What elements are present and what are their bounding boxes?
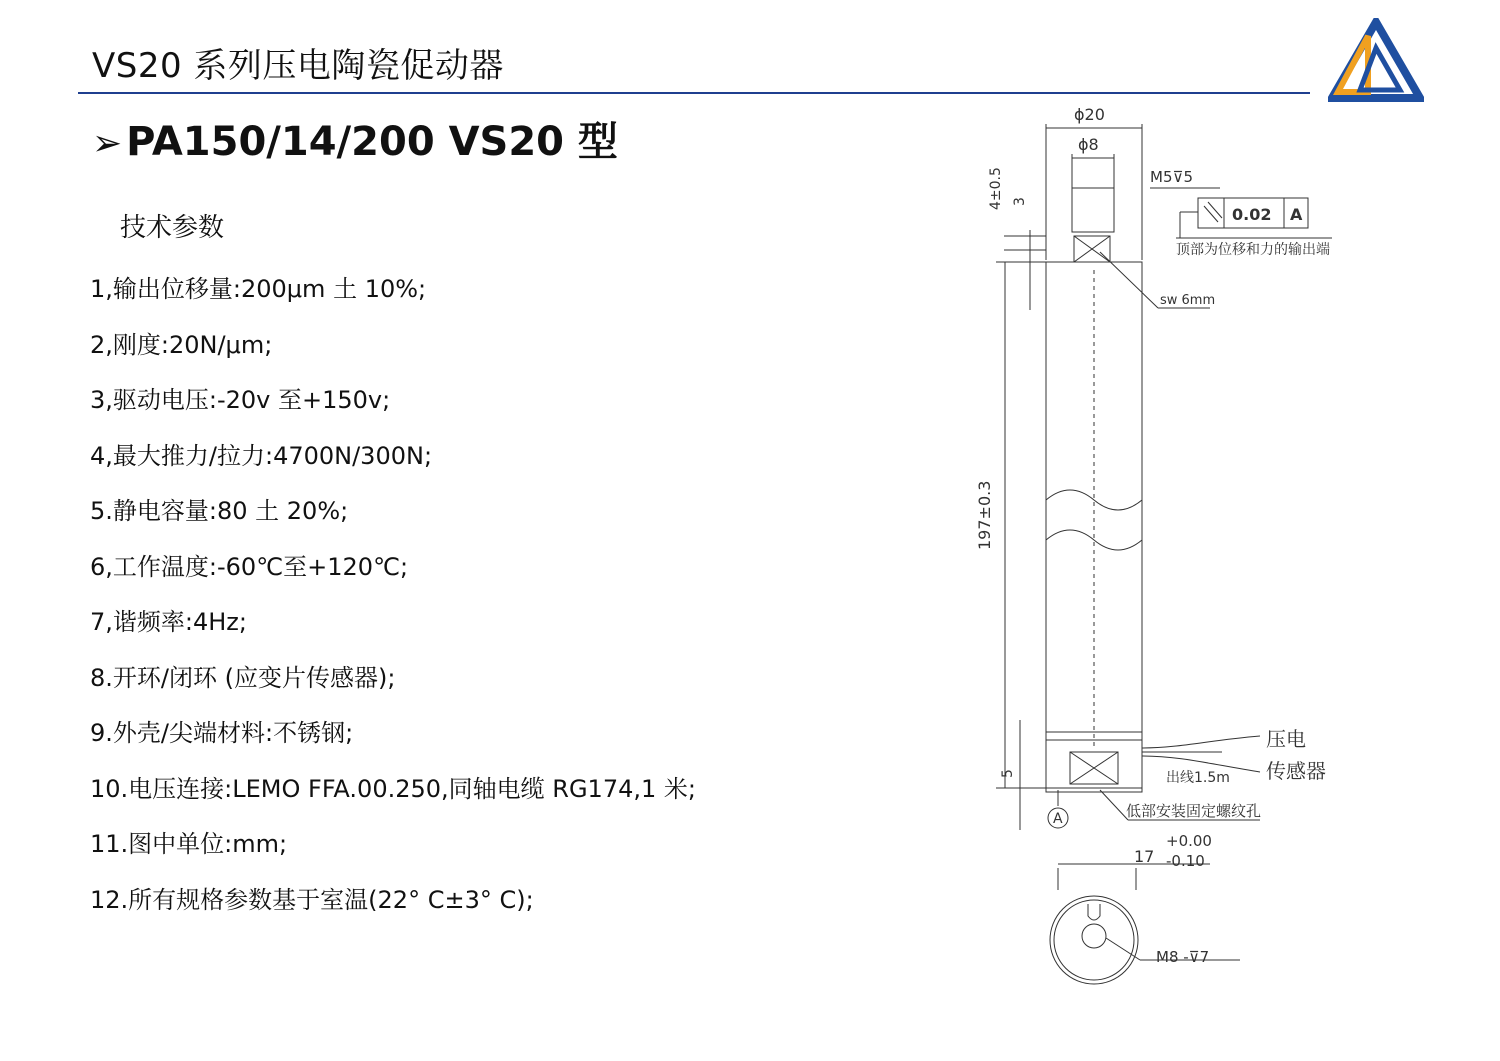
dim-5-label: 5 xyxy=(1000,769,1016,778)
spec-item: 2,刚度:20N/μm; xyxy=(90,330,273,359)
dim-length-label: 197±0.3 xyxy=(975,480,994,550)
spec-item: 6,工作温度:-60℃至+120℃; xyxy=(90,552,409,581)
technical-drawing xyxy=(960,100,1360,1000)
spec-item: 4,最大推力/拉力:4700N/300N; xyxy=(90,441,433,470)
cable-length-label: 出线1.5m xyxy=(1166,770,1230,786)
spec-item: 12.所有规格参数基于室温(22° C±3° C); xyxy=(90,885,534,914)
dim-3-label: 3 xyxy=(1012,197,1028,206)
spec-item: 3,驱动电压:-20v 至+150v; xyxy=(90,386,391,414)
thread-m8-label: M8 -⊽7 xyxy=(1156,948,1210,966)
spec-item: 10.电压连接:LEMO FFA.00.250,同轴电缆 RG174,1 米; xyxy=(90,774,696,803)
wrench-size-note: sw 6mm xyxy=(1160,293,1216,308)
tolerance-datum: A xyxy=(1290,205,1303,224)
tolerance-value: 0.02 xyxy=(1232,205,1272,224)
model-title-text: PA150/14/200 VS20 型 xyxy=(126,119,618,165)
spec-item: 11.图中单位:mm; xyxy=(90,830,288,858)
top-output-note: 顶部为位移和力的输出端 xyxy=(1176,242,1330,258)
page-header-title: VS20 系列压电陶瓷促动器 xyxy=(92,46,504,86)
dim-phi8: ϕ8 xyxy=(1078,135,1099,154)
datum-a-label: A xyxy=(1053,811,1063,827)
dim-phi20: ϕ20 xyxy=(1074,105,1105,124)
model-title xyxy=(92,110,618,167)
spec-item: 8.开环/闭环 (应变片传感器); xyxy=(90,663,396,692)
dim-17-label: 17 xyxy=(1134,847,1155,866)
arrow-bullet-icon: ➢ xyxy=(92,123,123,164)
spec-list xyxy=(90,262,696,928)
bottom-mount-note: 低部安装固定螺纹孔 xyxy=(1126,802,1262,820)
spec-item: 7,谐频率:4Hz; xyxy=(90,608,247,636)
specs-heading: 技术参数 xyxy=(120,213,225,243)
dim-4-label: 4±0.5 xyxy=(988,167,1004,210)
spec-item: 1,输出位移量:200μm 土 10%; xyxy=(90,275,427,303)
tol-upper-label: +0.00 xyxy=(1166,832,1212,850)
spec-item: 5.静电容量:80 土 20%; xyxy=(90,497,349,525)
thread-m5-label: M5⊽5 xyxy=(1150,168,1194,186)
sensor-label-line1: 压电 xyxy=(1266,727,1306,751)
tol-lower-label: -0.10 xyxy=(1166,852,1205,870)
sensor-label-line2: 传感器 xyxy=(1266,759,1326,783)
header-divider xyxy=(78,92,1310,94)
company-logo xyxy=(1328,18,1424,104)
spec-item: 9.外壳/尖端材料:不锈钢; xyxy=(90,719,354,747)
